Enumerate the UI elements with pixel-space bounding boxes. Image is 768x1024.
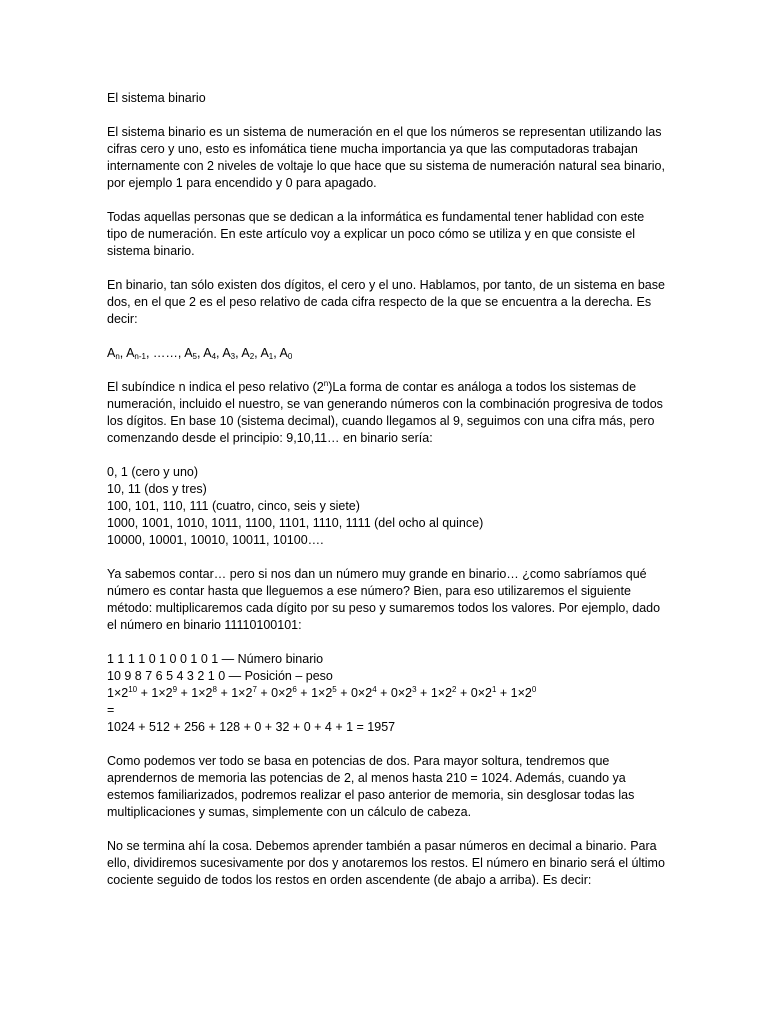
separator: ,	[119, 346, 127, 360]
paragraph-5-after: )La forma de contar es análoga a todos los sistemas de numeración, incluido el nuestro, se van generando números con la combinación progresiva de todos los dígitos. En base 10 (sistema decimal), cuando llegamos al 9, seguimos con una cifra más, pero comenzando desde el principio: 9,10,11… en binario sería:	[107, 380, 663, 445]
separator: ,	[196, 346, 204, 360]
expansion-plus: +	[456, 686, 471, 700]
paragraph-5	[107, 379, 667, 447]
title-text: El sistema binario	[107, 91, 206, 105]
digit-letter: A	[260, 346, 269, 360]
counting-line: 100, 101, 110, 111 (cuatro, cinco, seis y siete)	[107, 499, 360, 513]
expansion-term: 1×2	[510, 686, 532, 700]
expansion-exponent: 2	[452, 685, 457, 694]
digits-sequence	[107, 345, 667, 362]
expansion-plus: +	[336, 686, 351, 700]
paragraph-decimal	[107, 838, 667, 889]
example-binary-line: 1 1 1 1 0 1 0 0 1 0 1 — Número binario	[107, 652, 324, 666]
paragraph-method	[107, 566, 667, 634]
digit-letter: A	[279, 346, 288, 360]
paragraph-digits	[107, 277, 667, 328]
expansion-exponent: 9	[172, 685, 178, 694]
separator: ,	[145, 346, 153, 360]
paragraph-audience	[107, 209, 667, 260]
digits-sequence-line	[107, 345, 667, 362]
digit-subscript: 2	[249, 352, 255, 361]
expansion-exponent: 1	[491, 685, 497, 694]
expansion-term: 1×2	[191, 686, 213, 700]
paragraph-3: En binario, tan sólo existen dos dígitos, el cero y el uno. Hablamos, por tanto, de un sistema en base dos, en el que 2 es el peso relativo de cada cifra respecto de la que se encuentra a la derecha. Es decir:	[107, 278, 665, 326]
digit-letter: A	[203, 346, 212, 360]
counting-line: 10000, 10001, 10010, 10011, 10100….	[107, 533, 324, 547]
digit-letter: A	[107, 346, 116, 360]
example-sum-line: 1024 + 512 + 256 + 128 + 0 + 32 + 0 + 4 + 1 = 1957	[107, 720, 396, 734]
digit-letter: A	[241, 346, 250, 360]
digit-subscript: 1	[268, 352, 274, 361]
expansion-term: 1×2	[311, 686, 333, 700]
separator: ,	[273, 346, 280, 360]
paragraph-subscript	[107, 379, 667, 447]
expansion-term: 1×2	[151, 686, 173, 700]
example-expansion-line	[107, 685, 667, 702]
expansion-plus: +	[216, 686, 232, 700]
expansion-term: 0×2	[271, 686, 293, 700]
separator: ,	[235, 346, 242, 360]
expansion-plus: +	[177, 686, 192, 700]
expansion-term: 0×2	[350, 686, 373, 700]
expansion-exponent: 0	[531, 685, 537, 694]
expansion-plus: +	[137, 686, 152, 700]
paragraph-5-sup: n	[323, 379, 329, 388]
separator: ,	[216, 346, 223, 360]
digit-letter: A	[184, 346, 193, 360]
digit-subscript: n	[115, 352, 120, 361]
separator: ,	[254, 346, 261, 360]
digit-subscript: 4	[211, 352, 217, 361]
expansion-exponent: 3	[412, 685, 417, 694]
expansion-plus: +	[496, 686, 511, 700]
digit-subscript: n-1	[134, 352, 146, 361]
expansion-exponent: 10	[128, 685, 138, 694]
paragraph-intro	[107, 124, 667, 192]
digit-subscript: 5	[192, 352, 197, 361]
paragraph-8: No se termina ahí la cosa. Debemos aprender también a pasar números en decimal a binario. Para ello, dividiremos sucesivamente por dos y anotaremos los restos. El número en binario será el último cociente seguido de todos los restos en orden ascendente (de abajo a arriba). Es decir:	[107, 839, 665, 887]
paragraph-6: Ya sabemos contar… pero si nos dan un número muy grande en binario… ¿como sabríamos qué número es contar hasta que lleguemos a ese número? Bien, para eso utilizaremos el siguiente método: multiplicaremos cada dígito por su peso y sumaremos todos los valores. Por ejemplo, dado el número en binario 11110100101:	[107, 567, 661, 632]
expansion-exponent: 5	[332, 685, 337, 694]
paragraph-7: Como podemos ver todo se basa en potencias de dos. Para mayor soltura, tendremos que aprendernos de memoria las potencias de 2, al menos hasta 210 = 1024. Además, cuando ya estemos familiarizados, podremos realizar el paso anterior de memoria, sin desglosar todas las multiplicaciones y sumas, simplemente con un cálculo de cabeza.	[107, 754, 635, 819]
ellipsis: ……,	[152, 346, 185, 360]
expansion-term: 1×2	[430, 686, 453, 700]
expansion-term: 1×2	[231, 686, 253, 700]
counting-line: 10, 11 (dos y tres)	[107, 482, 207, 496]
counting-line: 1000, 1001, 1010, 1011, 1100, 1101, 1110, 1111 (del ocho al quince)	[107, 516, 484, 530]
example-equals-line: =	[107, 703, 115, 717]
counting-line: 0, 1 (cero y uno)	[107, 465, 199, 479]
expansion-exponent: 8	[212, 685, 217, 694]
expansion-plus: +	[416, 686, 431, 700]
example-position-line: 10 9 8 7 6 5 4 3 2 1 0 — Posición – peso	[107, 669, 333, 683]
expansion-plus: +	[256, 686, 272, 700]
expansion-term: 0×2	[470, 686, 492, 700]
paragraph-5-before: El subíndice n indica el peso relativo (2	[107, 380, 324, 394]
paragraph-powers	[107, 753, 667, 821]
expansion-exponent: 6	[292, 685, 297, 694]
digit-letter: A	[126, 346, 135, 360]
expansion-exponent: 4	[372, 685, 377, 694]
expansion-term: 0×2	[390, 686, 413, 700]
counting-list	[107, 464, 667, 549]
paragraph-1: El sistema binario es un sistema de numeración en el que los números se representan utilizando las cifras cero y uno, esto es infomática tiene mucha importancia ya que las computadoras trabajan internamente con 2 niveles de voltaje lo que hace que su sistema de numeración natural sea binario, por ejemplo 1 para encendido y 0 para apagado.	[107, 125, 665, 190]
digit-letter: A	[222, 346, 231, 360]
document-title	[107, 90, 667, 107]
expansion-plus: +	[296, 686, 312, 700]
expansion-term: 1×2	[107, 686, 129, 700]
digit-subscript: 0	[287, 352, 293, 361]
expansion-exponent: 7	[252, 685, 257, 694]
paragraph-2: Todas aquellas personas que se dedican a la informática es fundamental tener hablidad con este tipo de numeración. En este artículo voy a explicar un poco cómo se utiliza y en que consiste el sistema binario.	[107, 210, 645, 258]
digit-subscript: 3	[230, 352, 236, 361]
binary-example	[107, 651, 667, 736]
expansion-plus: +	[376, 686, 391, 700]
